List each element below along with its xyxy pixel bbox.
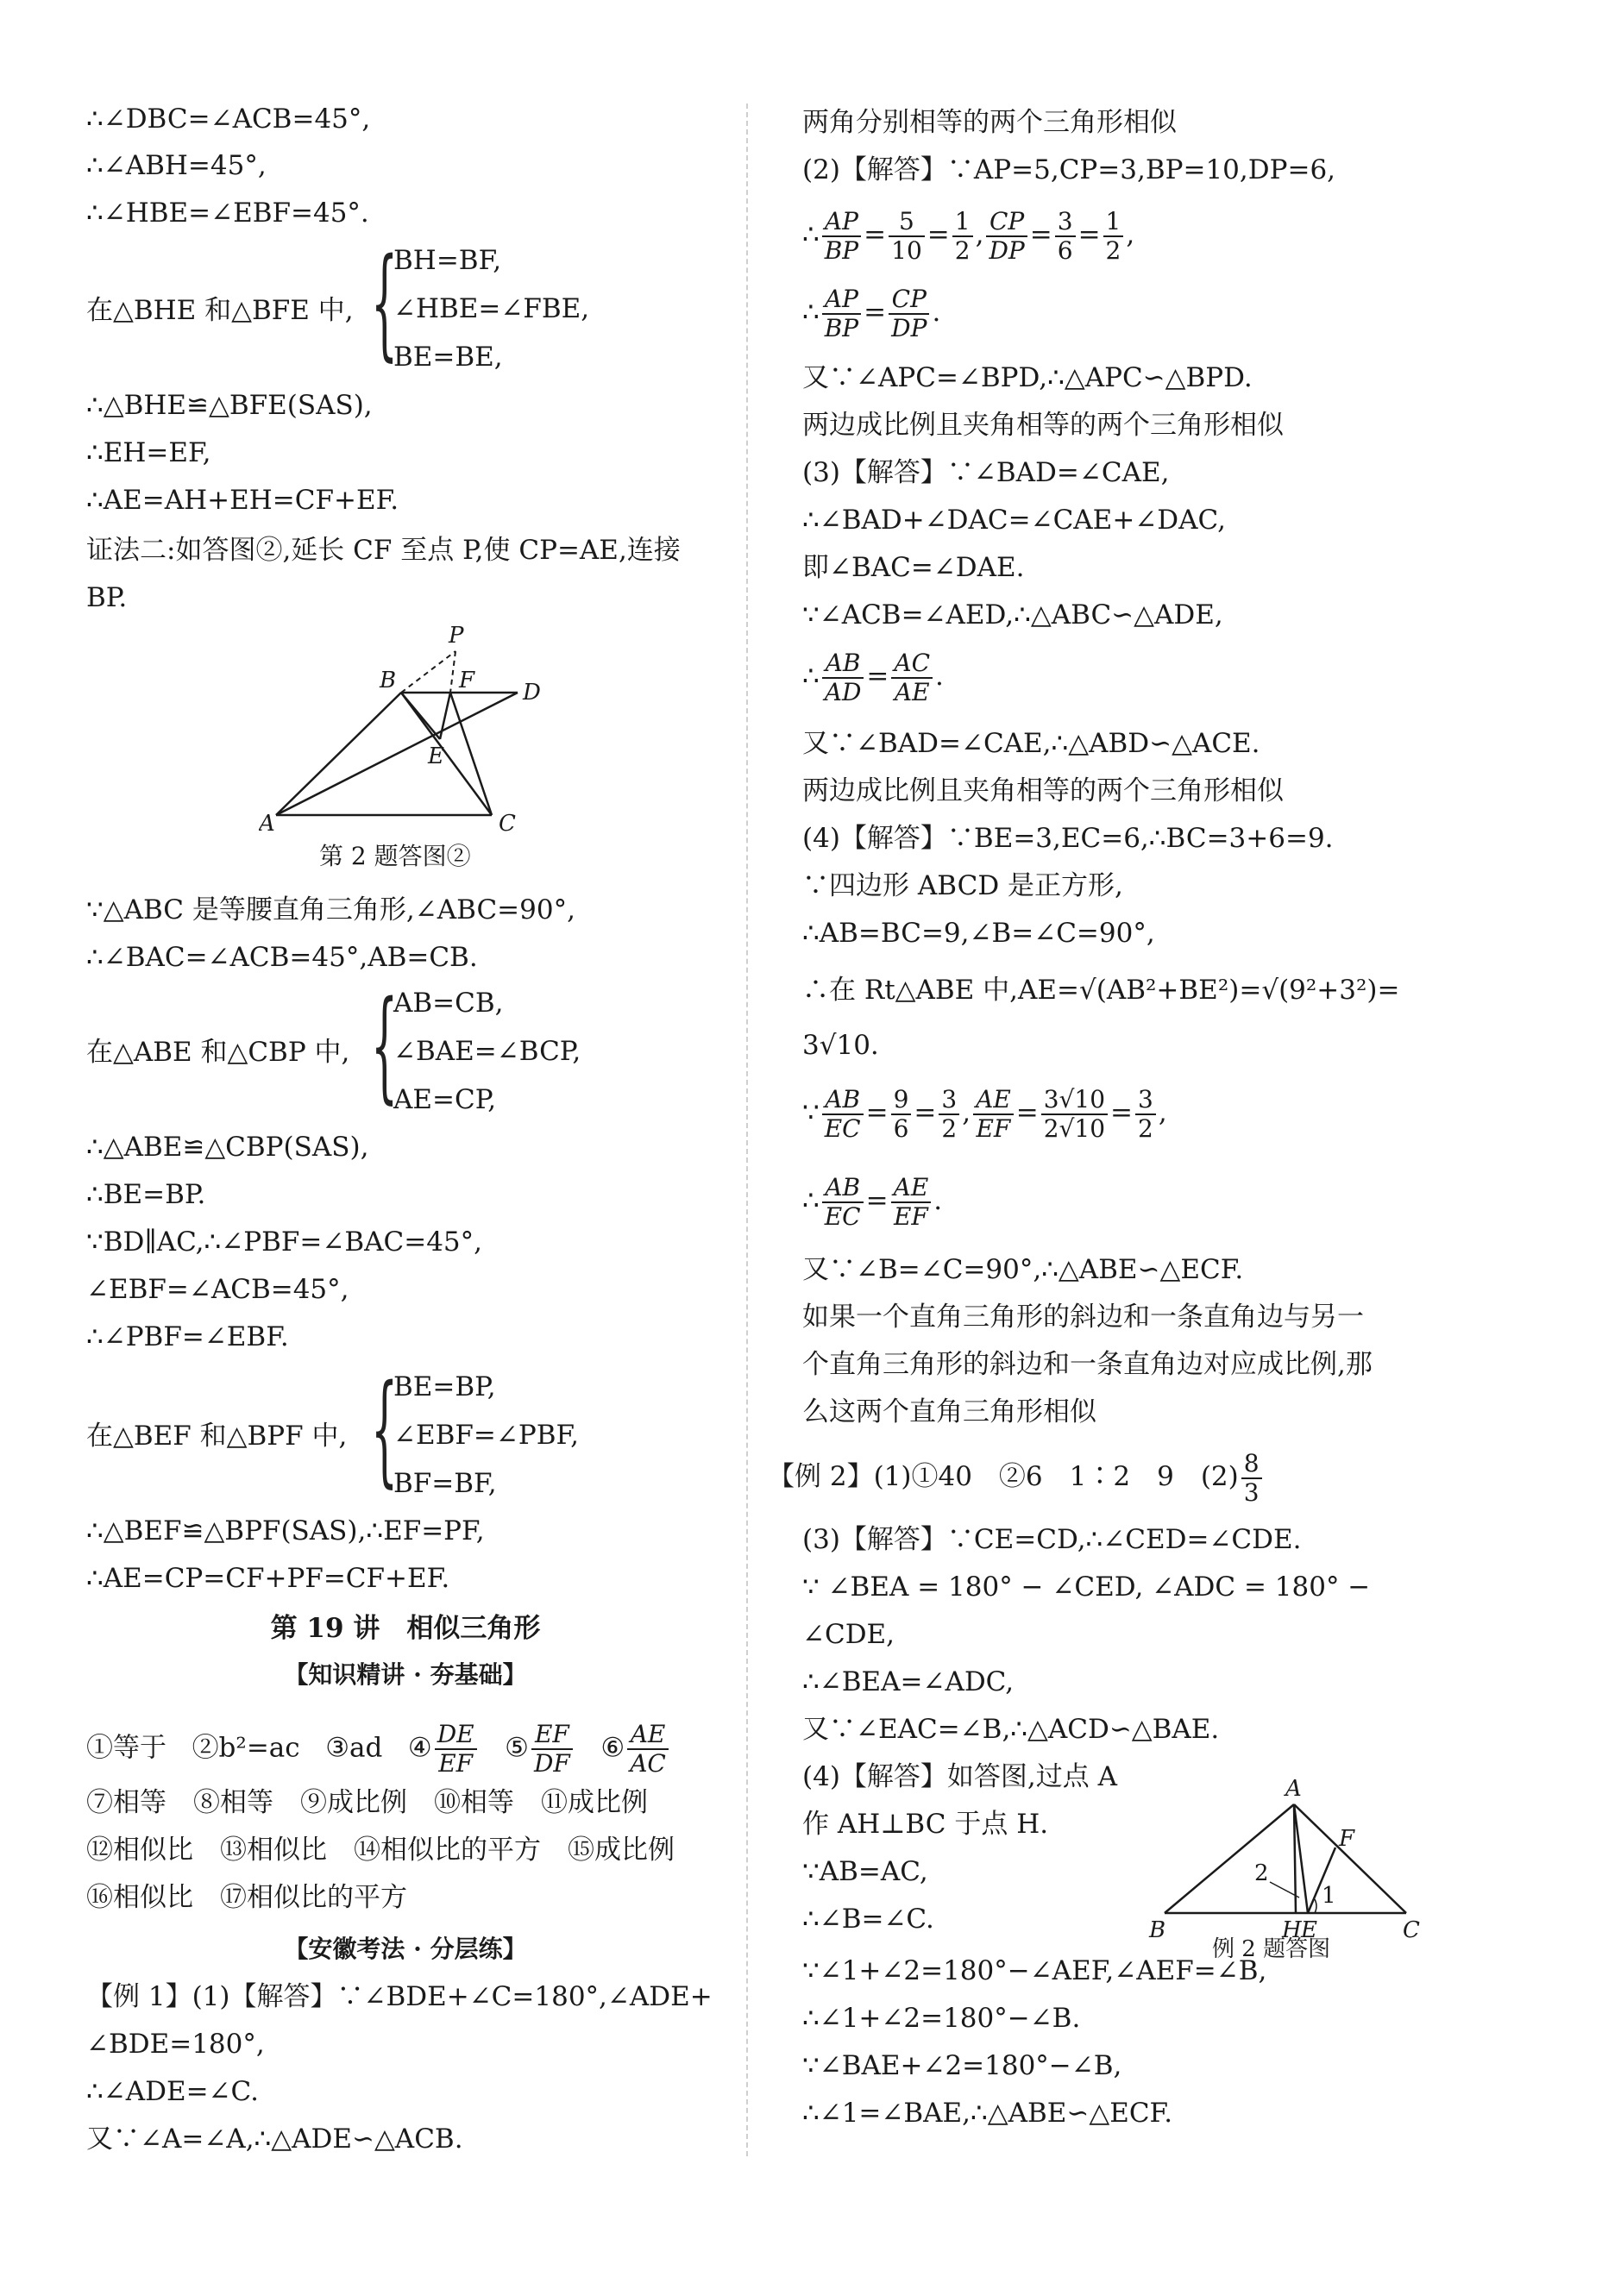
text-line: 【例 1】(1)【解答】∵∠BDE+∠C=180°,∠ADE+ — [86, 1981, 713, 2012]
text-line: ∠EBF=∠ACB=45°, — [86, 1274, 349, 1305]
fraction-line: ∴ $\frac{AB}{AD}$ = $\frac{AC}{AE}$ . — [802, 648, 944, 706]
text-line: 两角分别相等的两个三角形相似 — [802, 107, 1177, 138]
text-line: 又∵∠BAD=∠CAE,∴△ABD∽△ACE. — [802, 728, 1260, 759]
geometry-figure-2 — [259, 625, 638, 850]
fraction: $\frac{AE}{AC}$ — [627, 1721, 669, 1778]
text-line: 两边成比例且夹角相等的两个三角形相似 — [802, 775, 1284, 806]
fraction-line: ∴ $\frac{AB}{EC}$ = $\frac{AE}{EF}$ . — [802, 1172, 943, 1231]
text-line: 即∠BAC=∠DAE. — [802, 552, 1025, 583]
subsection-title: 【安徽考法 · 分层练】 — [284, 1935, 527, 1963]
text-line: ∠BDE=180°, — [86, 2029, 265, 2060]
text-line: ∴BE=BP. — [86, 1179, 206, 1210]
text-line: ∵BD∥AC,∴∠PBF=∠BAC=45°, — [86, 1226, 482, 1258]
text-line: ∴∠PBF=∠EBF. — [86, 1321, 289, 1352]
text-line: 又∵∠A=∠A,∴△ADE∽△ACB. — [86, 2123, 463, 2155]
fraction: $\frac{EF}{DF}$ — [531, 1721, 573, 1778]
text-line: ∴∠DBC=∠ACB=45°, — [86, 104, 371, 135]
text-line: ∵AB=AC, — [802, 1856, 928, 1887]
system-row: ∠BAE=∠BCP, — [393, 1036, 581, 1067]
text-line: ∴∠HBE=∠EBF=45°. — [86, 198, 369, 229]
text-line: ∴△ABE≌△CBP(SAS), — [86, 1132, 369, 1163]
system-row: ∠HBE=∠FBE, — [393, 293, 590, 324]
fraction-line: ∵ $\frac{AB}{EC}$ = $\frac{9}{6}$ = $\frac{3}{2}$ , $\frac{AE}{EF}$ = $\frac{3√10}{2√10}$ = $\frac{3}{2}$ , — [802, 1084, 1167, 1143]
figure-caption: 第 2 题答图② — [319, 842, 471, 870]
section-title: 第 19 讲 相似三角形 — [270, 1613, 541, 1644]
system-row: BH=BF, — [393, 245, 502, 276]
figure-label: F — [459, 668, 475, 693]
text-line: 作 AH⊥BC 于点 H. — [802, 1809, 1049, 1840]
text-line: ∵∠ACB=∠AED,∴△ABC∽△ADE, — [802, 599, 1223, 630]
system-row: BF=BF, — [393, 1468, 497, 1499]
text-line: 在△BHE 和△BFE 中, — [86, 295, 354, 326]
figure-label: F — [1339, 1826, 1355, 1852]
answer-item: ⑤ — [505, 1732, 529, 1764]
answer-item: ②b²=ac — [192, 1732, 300, 1764]
figure-label: 2 — [1254, 1860, 1269, 1886]
text-line: BP. — [86, 582, 128, 613]
text-line: ∵四边形 ABCD 是正方形, — [802, 870, 1123, 901]
answer-item: ⑥ — [600, 1732, 625, 1764]
text-line: 个直角三角形的斜边和一条直角边对应成比例,那 — [802, 1349, 1373, 1380]
system-row: BE=BE, — [393, 342, 503, 373]
text-line: 又∵∠APC=∠BPD,∴△APC∽△BPD. — [802, 362, 1253, 393]
figure-label: P — [449, 625, 464, 649]
text-line: 么这两个直角三角形相似 — [802, 1396, 1096, 1427]
system-row: AB=CB, — [393, 988, 504, 1019]
text-line: ∴∠BEA=∠ADC, — [802, 1666, 1015, 1697]
brace-glyph: { — [371, 233, 399, 373]
column-divider — [746, 104, 748, 2156]
figure-label: A — [1285, 1776, 1302, 1802]
fraction-line: ∴ $\frac{AP}{BP}$ = $\frac{5}{10}$ = $\frac{1}{2}$ , $\frac{CP}{DP}$ = $\frac{3}{6}$ = $\frac{1}{2}$ , — [802, 206, 1135, 265]
figure-label: E — [428, 743, 444, 769]
answer-row: ⑯相似比 ⑰相似比的平方 — [86, 1882, 407, 1913]
text-line: (4)【解答】如答图,过点 A — [802, 1761, 1118, 1792]
text-line: 两边成比例且夹角相等的两个三角形相似 — [802, 410, 1284, 441]
fraction: $\frac{DE}{EF}$ — [435, 1721, 477, 1778]
text-line: ∴EH=EF, — [86, 437, 211, 468]
answer-row: 【例 2】(1)①40 ②6 1∶2 9 (2) $\frac{8}{3}$ — [768, 1449, 1265, 1507]
text-line: ∴∠BAC=∠ACB=45°,AB=CB. — [86, 942, 478, 973]
figure-label: H — [1282, 1917, 1302, 1941]
system-row: BE=BP, — [393, 1371, 496, 1402]
subsection-title: 【知识精讲 · 夯基础】 — [284, 1660, 527, 1689]
text-line: ∴在 Rt△ABE 中,AE=√(AB²+BE²)=√(9²+3²)= — [802, 975, 1400, 1006]
answer-row: ⑦相等 ⑧相等 ⑨成比例 ⑩相等 ⑪成比例 — [86, 1787, 648, 1818]
answer-item: ④ — [407, 1732, 432, 1764]
figure-label: E — [1301, 1917, 1317, 1941]
text-line: ∴△BEF≌△BPF(SAS),∴EF=PF, — [86, 1515, 485, 1546]
text-line: ∵∠1+∠2=180°−∠AEF,∠AEF=∠B, — [802, 1955, 1267, 1986]
text-line: 如果一个直角三角形的斜边和一条直角边与另一 — [802, 1302, 1364, 1333]
figure-label: D — [523, 680, 541, 706]
text-line: 又∵∠EAC=∠B,∴△ACD∽△BAE. — [802, 1714, 1220, 1745]
text-line: (4)【解答】∵BE=3,EC=6,∴BC=3+6=9. — [802, 823, 1334, 854]
text-line: ∴△BHE≌△BFE(SAS), — [86, 390, 373, 421]
figure-label: A — [259, 811, 275, 837]
text-line: ∴AE=AH+EH=CF+EF. — [86, 485, 399, 516]
figure-label: C — [499, 811, 516, 837]
text-line: ∴∠B=∠C. — [802, 1904, 934, 1935]
brace-glyph: { — [371, 975, 399, 1116]
figure-label: C — [1403, 1917, 1420, 1941]
text-line: 在△BEF 和△BPF 中, — [86, 1421, 348, 1452]
text-line: ∴∠ADE=∠C. — [86, 2076, 259, 2107]
text-line: ∴∠ABH=45°, — [86, 150, 267, 181]
text-line: ∵∠BAE+∠2=180°−∠B, — [802, 2050, 1122, 2081]
figure-label: B — [1149, 1917, 1166, 1941]
text-line: ∴AB=BC=9,∠B=∠C=90°, — [802, 918, 1155, 949]
text-line: 在△ABE 和△CBP 中, — [86, 1037, 350, 1068]
text-line: ∴∠1=∠BAE,∴△ABE∽△ECF. — [802, 2098, 1173, 2129]
text-line: 又∵∠B=∠C=90°,∴△ABE∽△ECF. — [802, 1254, 1244, 1285]
answer-item: ①等于 — [86, 1732, 166, 1764]
answer-row: ⑫相似比 ⑬相似比 ⑭相似比的平方 ⑮成比例 — [86, 1835, 675, 1866]
text-line: ∵△ABC 是等腰直角三角形,∠ABC=90°, — [86, 894, 575, 925]
geometry-figure-example-2 — [1147, 1768, 1423, 1941]
answer-item: ③ad — [325, 1732, 383, 1764]
text-line: ∵ ∠BEA = 180° − ∠CED, ∠ADC = 180° − — [802, 1571, 1371, 1603]
figure-label: B — [380, 668, 397, 693]
fraction-line: ∴ $\frac{AP}{BP}$ = $\frac{CP}{DP}$ . — [802, 284, 941, 342]
system-row: ∠EBF=∠PBF, — [393, 1420, 580, 1451]
answer-row — [86, 1721, 671, 1778]
text-line: ∴∠1+∠2=180°−∠B. — [802, 2003, 1081, 2034]
brace-glyph: { — [371, 1359, 399, 1500]
text-line: ∴∠BAD+∠DAC=∠CAE+∠DAC, — [802, 505, 1226, 536]
text-line: (3)【解答】∵CE=CD,∴∠CED=∠CDE. — [802, 1524, 1302, 1555]
text-line: ∠CDE, — [802, 1619, 895, 1650]
text-line: 3√10. — [802, 1030, 879, 1061]
text-line: 证法二:如答图②,延长 CF 至点 P,使 CP=AE,连接 — [86, 535, 681, 566]
system-row: AE=CP, — [393, 1084, 497, 1115]
text-line: (2)【解答】∵AP=5,CP=3,BP=10,DP=6, — [802, 154, 1336, 185]
figure-label: 1 — [1322, 1883, 1336, 1909]
figure-caption: 例 2 题答图 — [1212, 1936, 1331, 1962]
text-line: ∴AE=CP=CF+PF=CF+EF. — [86, 1563, 450, 1594]
text-line: (3)【解答】∵∠BAD=∠CAE, — [802, 457, 1170, 488]
